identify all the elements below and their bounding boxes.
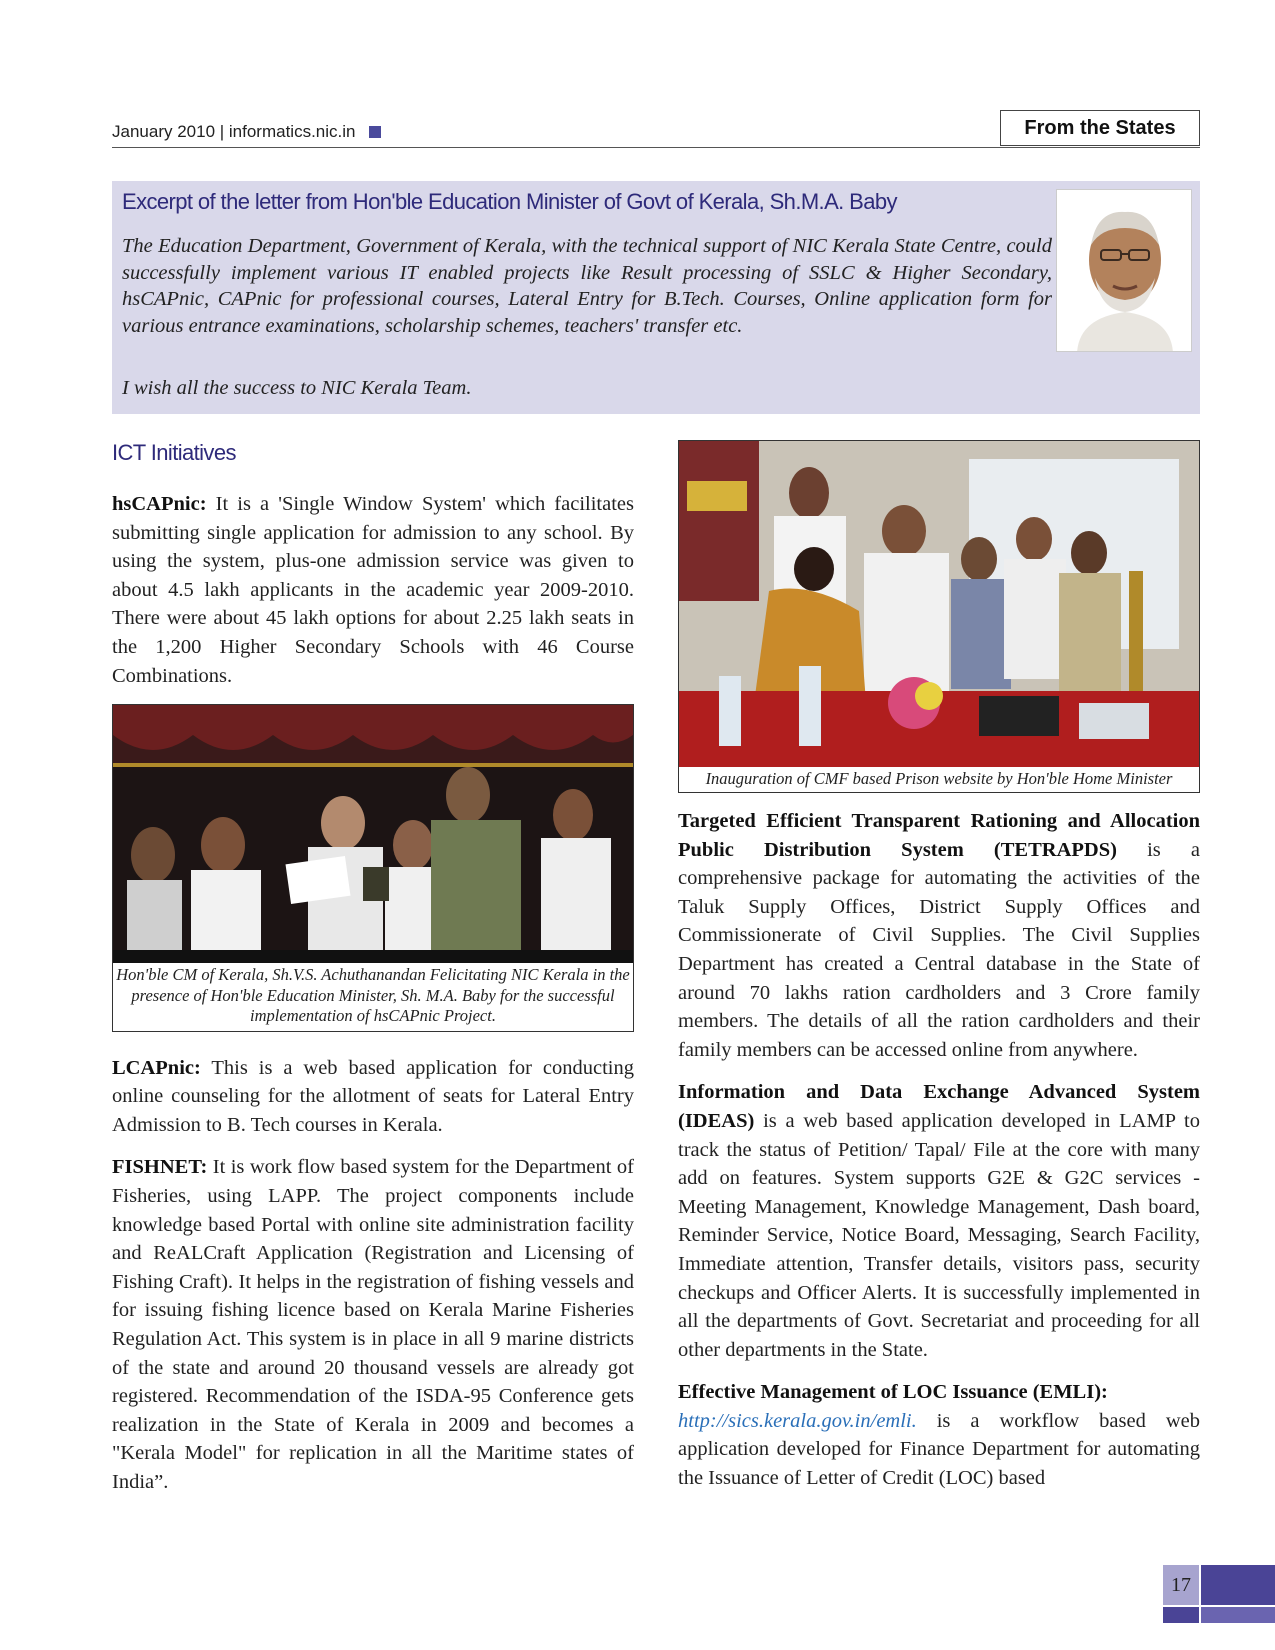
inauguration-photo-caption: Inauguration of CMF based Prison website by Hon'ble Home Minister (705, 769, 1173, 788)
hscapnic-paragraph (112, 490, 634, 690)
fishnet-text: It is work flow based system for the Department of Fisheries, using LAPP. The project components include knowledge based Portal with online site administration facility and ReALCraft Application (Registration and Licensing of Fishing Craft). It helps in the registration of fishing vessels and for issuing fishing licence based on Kerala Marine Fisheries Regulation Act. This system is in place in all 9 marine districts of the state and around 20 thousand vessels are already got registered. Recommendation of the ISDA-95 Conference gets realization in the State of Kerala in 2009 and becomes a "Kerala Model" for replication in all the Maritime states of India”. (112, 1156, 634, 1493)
fishnet-paragraph (112, 1153, 634, 1496)
minister-portrait (1056, 189, 1192, 352)
ideas-label: Information and Data Exchange Advanced System (IDEAS) (678, 1081, 1200, 1132)
emli-label: Effective Management of LOC Issuance (EMLI): (678, 1381, 1108, 1404)
hscapnic-label: hsCAPnic: (112, 493, 207, 515)
right-column (678, 440, 1200, 1507)
ideas-paragraph (678, 1078, 1200, 1364)
inauguration-photo-frame (678, 440, 1200, 793)
excerpt-body: The Education Department, Government of Kerala, with the technical support of NIC Kerala State Centre, could successfully implement various IT enabled projects like Result processing of SSLC & Higher Secondary, hsCAPnic, CAPnic for professional courses, Lateral Entry for B.Tech. Courses, Online application form for various entrance examinations, scholarship schemes, teachers' transfer etc. (122, 235, 1052, 337)
tetrapds-text: is a comprehensive package for automating the activities of the Taluk Supply Offices, District Supply Offices and Commissionerate of Civil Supplies. The Civil Supplies Department has created a Central database in the State of around 70 lakhs ration cardholders and 3 Crore family members. The details of all the ration cardholders and their family members can be accessed online from anywhere. (678, 838, 1201, 1061)
felicitation-photo (113, 705, 633, 963)
page-corner-strip (1163, 1607, 1199, 1623)
emli-paragraph (678, 1378, 1200, 1492)
emli-text: is a workflow based web application developed for Finance Department for automating the Issuance of Letter of Credit (LOC) based (678, 1409, 1200, 1490)
square-marker-icon (369, 126, 381, 138)
section-label: From the States (1000, 110, 1200, 146)
felicitation-photo-caption: Hon'ble CM of Kerala, Sh.V.S. Achuthanandan Felicitating NIC Kerala in the presence of Hon'ble Education Minister, Sh. M.A. Baby for the successful implementation of hsCAPnic Project. (116, 965, 630, 1026)
ict-initiatives-heading: ICT Initiatives (112, 440, 236, 465)
issue-date-site: January 2010 | informatics.nic.in (112, 122, 356, 141)
felicitation-photo-frame (112, 704, 634, 1032)
emli-link[interactable]: http://sics.kerala.gov.in/emli. (678, 1409, 917, 1432)
page-number: 17 (1163, 1565, 1199, 1605)
lcapnic-paragraph (112, 1054, 634, 1140)
excerpt-title: Excerpt of the letter from Hon'ble Education Minister of Govt of Kerala, Sh.M.A. Baby (122, 189, 897, 214)
ideas-text: is a web based application developed in LAMP to track the status of Petition/ Tapal/ File at the core with many add on features. System supports G2E & G2C services - Meeting Management, Knowledge Management, Dash board, Reminder Service, Notice Board, Messaging, Search Facility, Immediate attention, Transfer details, visitors pass, security checkups and Officer Alerts. It is successfully implemented in all the departments of Govt. Secretariat and proceeding for all other departments in the State. (678, 1109, 1200, 1361)
page-corner-strip-right (1201, 1607, 1275, 1623)
page-header (112, 110, 1200, 148)
minister-excerpt-box (112, 181, 1200, 414)
lcapnic-text: This is a web based application for conducting online counseling for the allotment of seats for Lateral Entry Admission to B. Tech courses in Kerala. (112, 1056, 634, 1136)
inauguration-photo (679, 441, 1199, 767)
tetrapds-label: Targeted Efficient Transparent Rationing and Allocation Public Distribution System (TETRAPDS) (678, 810, 1200, 861)
lcapnic-label: LCAPnic: (112, 1056, 201, 1079)
excerpt-closing: I wish all the success to NIC Kerala Team. (122, 377, 472, 399)
header-issue-line (112, 122, 381, 142)
fishnet-label: FISHNET: (112, 1156, 208, 1179)
tetrapds-paragraph (678, 807, 1200, 1064)
hscapnic-text: It is a 'Single Window System' which facilitates submitting single application for admission to any school. By using the system, plus-one admission service was given to about 4.5 lakh applicants in the academic year 2009-2010. There were about 45 lakh options for about 2.25 lakh seats in the 1,200 Higher Secondary Schools with 46 Course Combinations. (112, 493, 634, 687)
page-corner-block (1201, 1565, 1275, 1605)
left-column (112, 440, 634, 1511)
